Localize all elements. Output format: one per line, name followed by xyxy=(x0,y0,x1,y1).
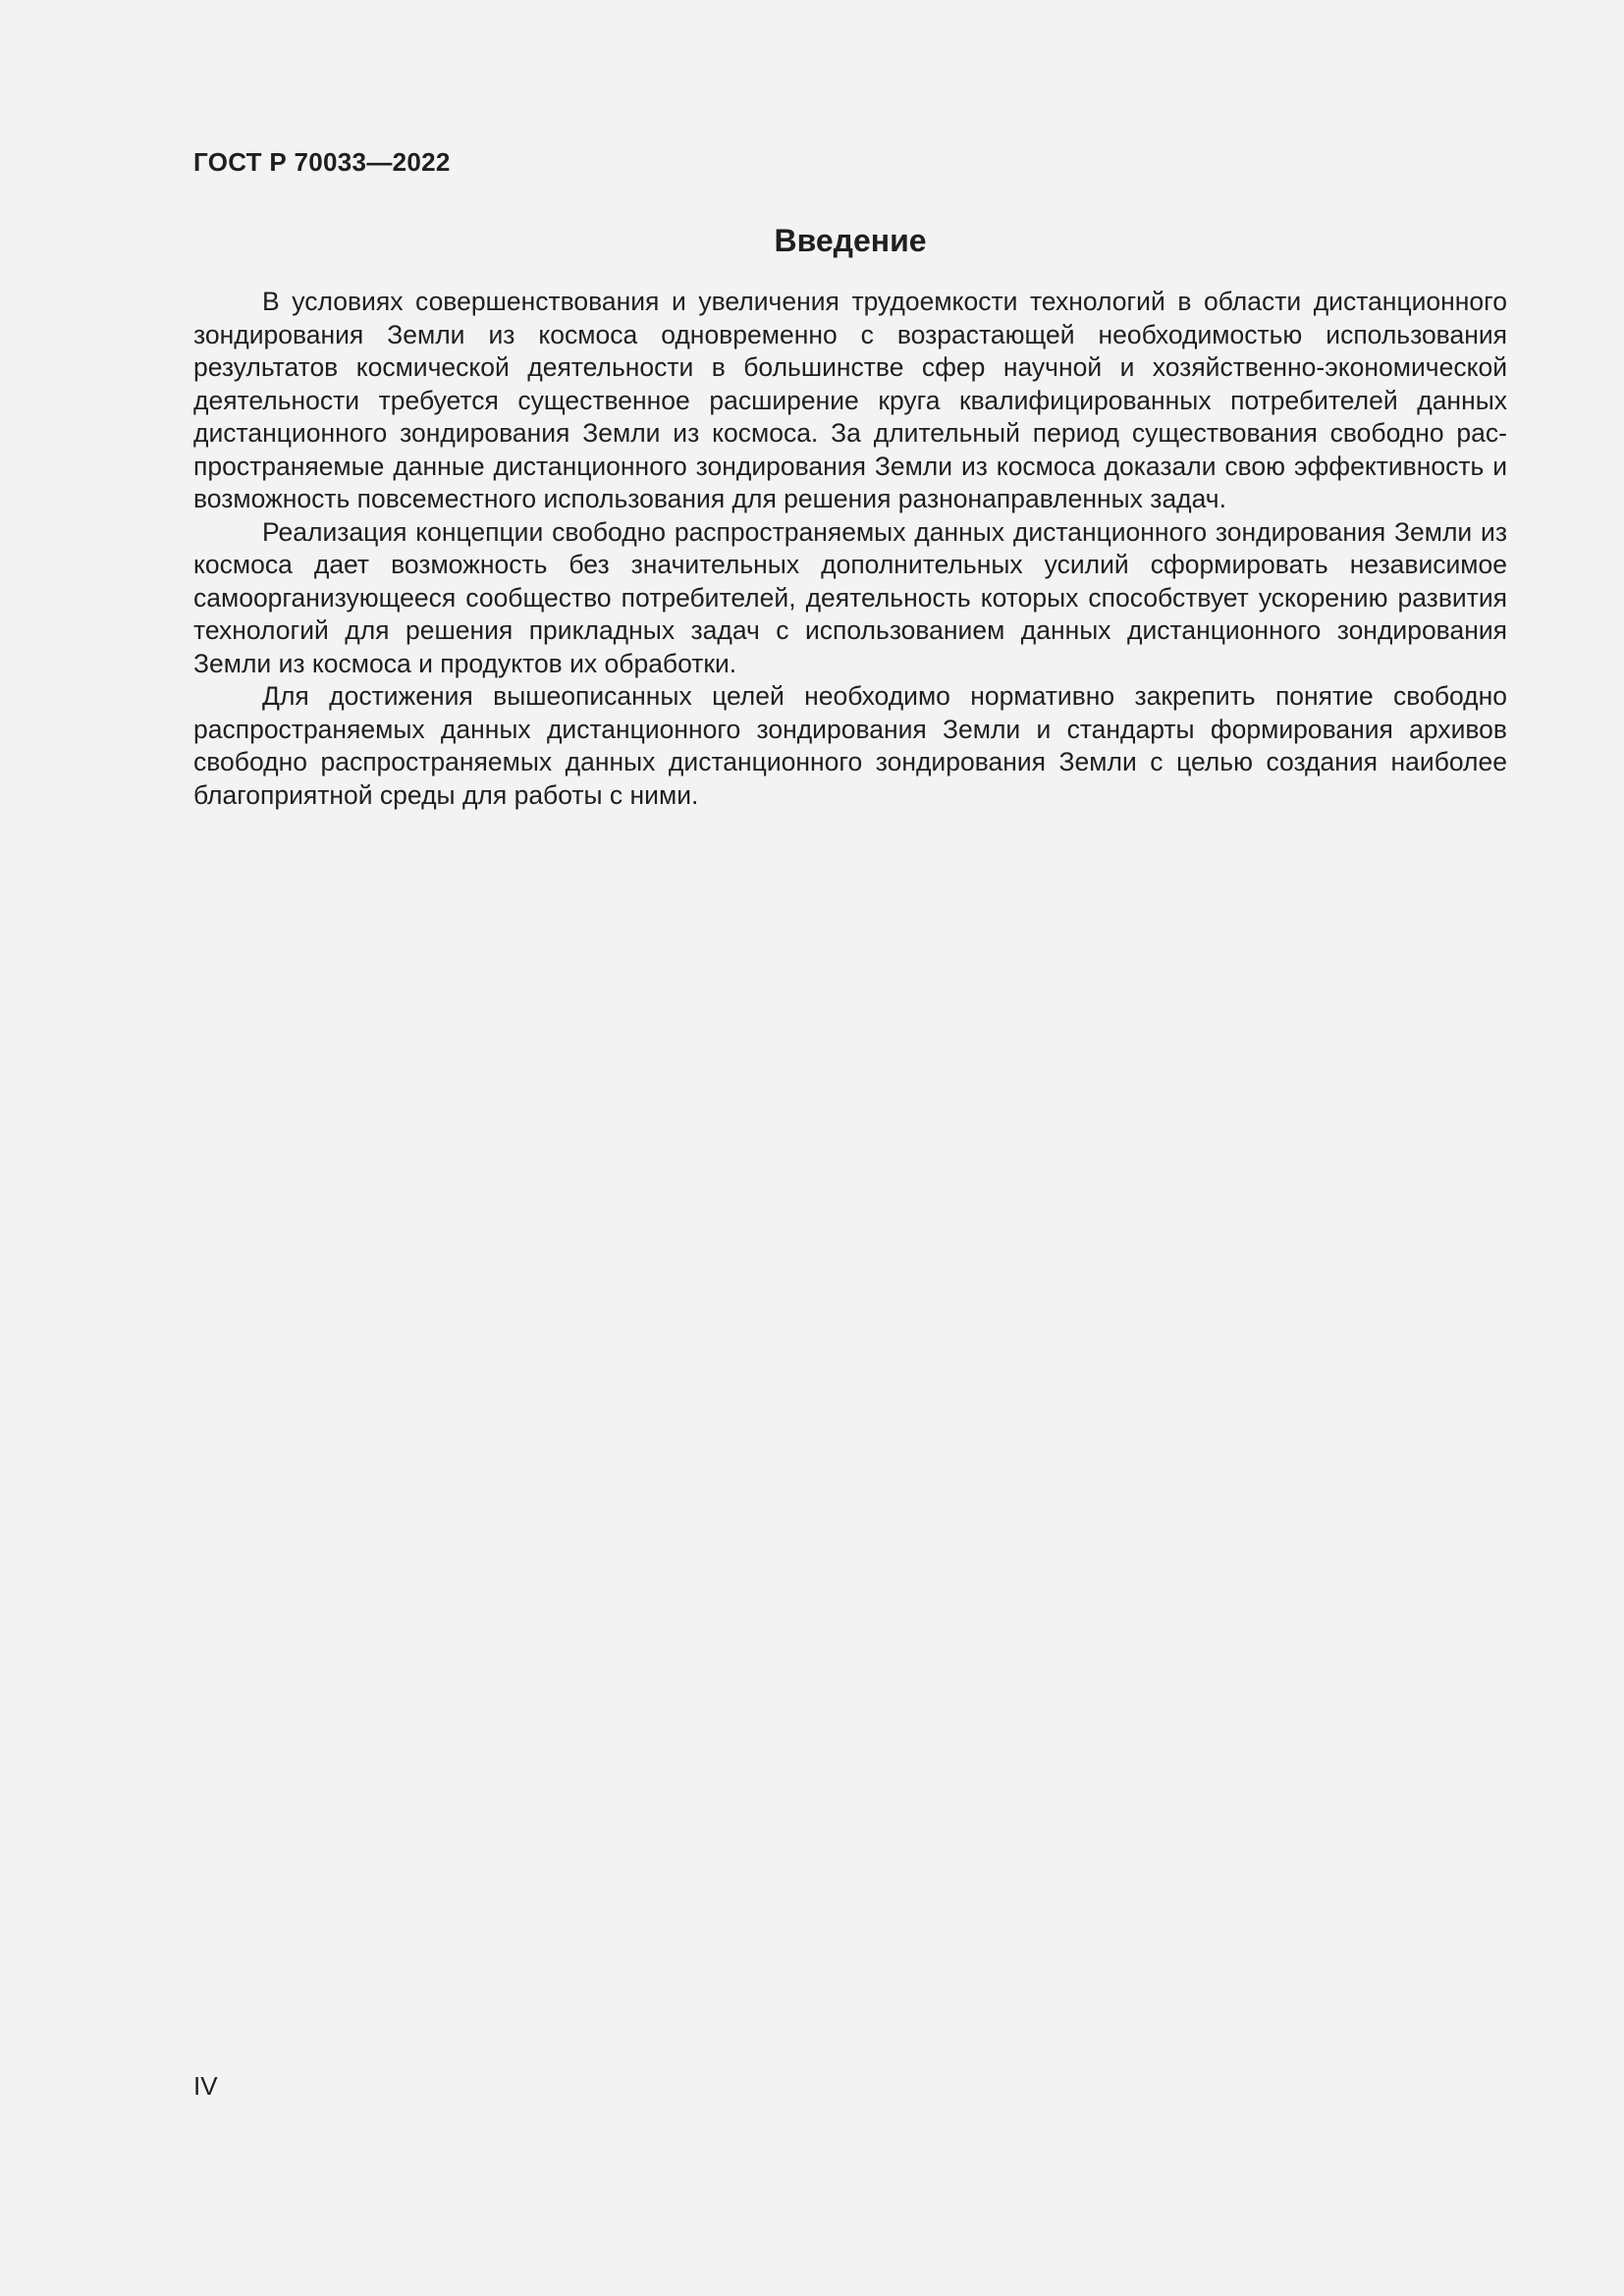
section-body xyxy=(193,286,1507,812)
body-paragraph: Реализация концепции свободно распространяемых данных дистанционного зондирования Земли из космоса дает возможность без значительных дополнительных усилий сформировать независимое самоорганизующееся сообщество потребителей, деятельность которых способствует ускорению развития технологий для решения прикладных задач с использованием данных дистанционного зондирования Земли из космоса и продуктов их обработки. xyxy=(193,516,1507,678)
body-paragraph: Для достижения вышеописанных целей необходимо нормативно закрепить понятие свободно распространяемых данных дистанционного зондирования Земли и стандарты формирования архивов свободно распространяемых данных дистанционного зондирования Земли с целью создания наиболее благоприятной среды для работы с ними. xyxy=(193,681,1507,810)
page-number: IV xyxy=(193,2071,218,2101)
body-paragraph: В условиях совершенствования и увеличения трудоемкости технологий в области дистанционного зондирования Земли из космоса одновременно с возрастающей необходимостью использования результатов космической деятельности в большинстве сфер научной и хозяйственно-экономической деятельности требуется существенное расширение круга квалифицированных потребителей данных дистанционного зондирования Земли из космоса. За длительный период существования свободно распространяемые данные дистанционного зондирования Земли из космоса доказали свою эффективность и возможность повсеместного использования для решения разнонаправленных задач. xyxy=(193,287,1507,513)
document-standard-id: ГОСТ Р 70033—2022 xyxy=(193,147,451,177)
section-title: Введение xyxy=(774,223,927,258)
